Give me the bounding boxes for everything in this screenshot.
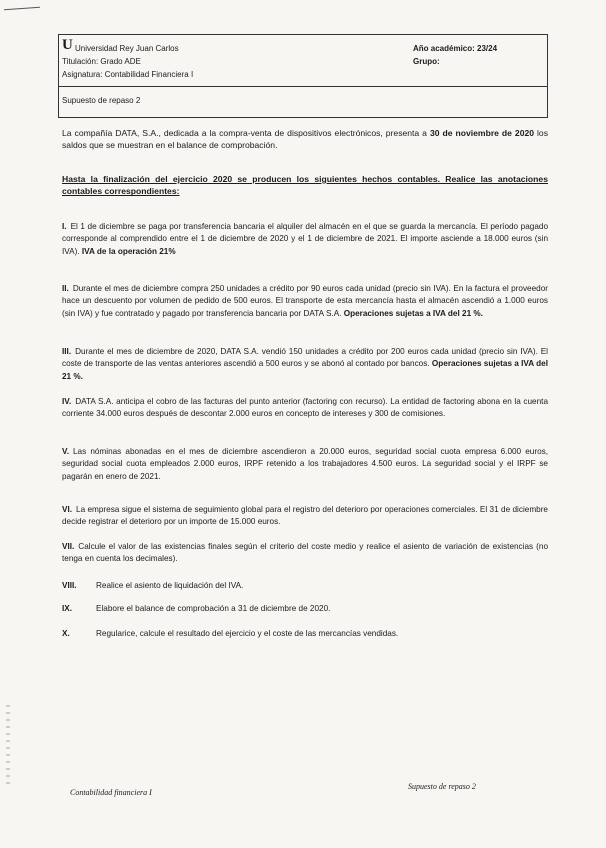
item-9: IX. Elabore el balance de comprobación a 31 de diciembre de 2020. <box>62 604 331 613</box>
footer-subject: Contabilidad financiera I <box>70 788 152 797</box>
scan-margin-marks <box>6 705 10 785</box>
instruction-heading: Hasta la finalización del ejercicio 2020 se producen los siguientes hechos contables. Realice las anotaciones contables correspondientes: <box>62 174 548 197</box>
item-6: VI. La empresa sigue el sistema de seguimiento global para el registro del deterioro por operaciones comerciales. El 31 de diciembre decide registrar el deterioro por un importe de 15.000 euros. <box>62 505 548 527</box>
item-10: X. Regularice, calcule el resultado del ejercicio y el coste de las mercancías vendidas. <box>62 629 399 638</box>
item-1: I. El 1 de diciembre se paga por transferencia bancaria el alquiler del almacén en el que se guarda la mercancía. El período pagado corresponde al comprendido entre el 1 de diciembre de 2020 y el 1 de diciembre de 2021. El importe asciende a 18.000 euros (sin IVA). IVA de la operación 21% <box>62 222 548 256</box>
item-4: IV. DATA S.A. anticipa el cobro de las facturas del punto anterior (factoring con recurso). La entidad de factoring abona en la cuenta corriente 34.000 euros después de descontar 2.000 euros en concepto de intereses y 300 de comisiones. <box>62 397 548 419</box>
exercise-subtitle: Supuesto de repaso 2 <box>62 96 141 105</box>
intro-paragraph: La compañía DATA, S.A., dedicada a la compra-venta de dispositivos electrónicos, presenta a 30 de noviembre de 2020 los saldos que se muestran en el balance de comprobación. <box>62 128 549 151</box>
group-label: Grupo: <box>413 57 440 66</box>
scan-artifact-line <box>4 7 40 11</box>
header-divider <box>59 86 547 87</box>
subject-line: Asignatura: Contabilidad Financiera I <box>62 70 194 79</box>
university-logo: U <box>62 37 73 53</box>
degree-line: Titulación: Grado ADE <box>62 57 141 66</box>
academic-year: Año académico: 23/24 <box>413 44 498 53</box>
university-name: Universidad Rey Juan Carlos <box>75 44 179 53</box>
item-8: VIII. Realice el asiento de liquidación del IVA. <box>62 581 244 590</box>
footer-exercise: Supuesto de repaso 2 <box>408 782 476 791</box>
item-3: III. Durante el mes de diciembre de 2020, DATA S.A. vendió 150 unidades a crédito por 200 euros cada unidad (precio sin IVA). El coste de transporte de las ventas anteriores ascendió a 500 euros y se abonó al contado por bancos. Operaciones sujetas a IVA del 21 %. <box>62 347 548 381</box>
document-header <box>58 34 548 118</box>
item-2: II. Durante el mes de diciembre compra 250 unidades a crédito por 90 euros cada unidad (precio sin IVA). En la factura el proveedor hace un descuento por volumen de pedido de 500 euros. El transporte de esta mercancía hasta el almacén ascendió a 1.000 euros (sin IVA) y fue contratado y pagado por transferencia bancaria por DATA S.A. Operaciones sujetas a IVA del 21 %. <box>62 284 548 318</box>
item-5: V. Las nóminas abonadas en el mes de diciembre ascendieron a 20.000 euros, seguridad social cuota empresa 6.000 euros, seguridad social cuota empleados 2.000 euros, IRPF retenido a los trabajadores 4.500 euros. La seguridad social y el IRPF se pagarán en enero de 2021. <box>62 447 548 481</box>
item-7: VII. Calcule el valor de las existencias finales según el criterio del coste medio y realice el asiento de variación de existencias (no tenga en cuenta los decimales). <box>62 542 548 564</box>
